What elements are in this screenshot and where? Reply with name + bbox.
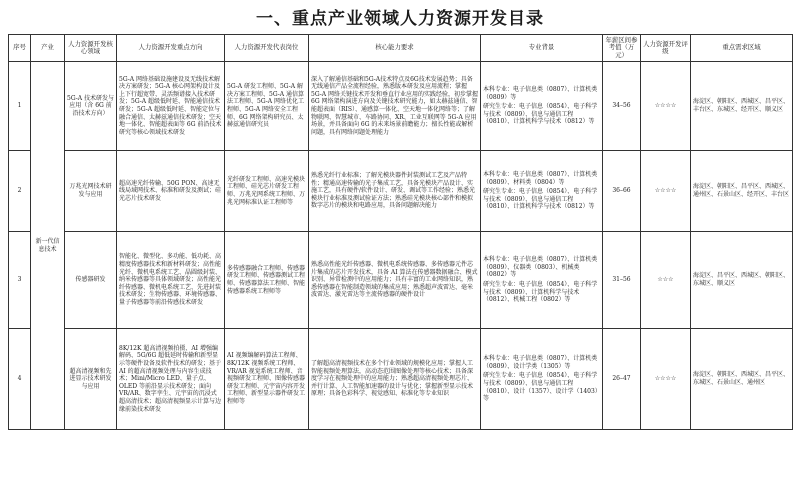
- direction-cell: 智能化、微型化、多功能、低功耗、高精度传感器技术和新材料研发；高性能光纤、微机电系统工艺、晶圆级封装、纳米传感器等具体领域研发；高性能光纤传感器、微机电系统工艺、先进封装技术研发；生物传感器、环境传感器、量子传感器等前沿传感技术研发: [117, 232, 225, 329]
- positions-cell: AI 视频编解码算法工程师、8K/12K 视频系统工程师、VR/AR 视觉系统工程师、音视频研发工程师、图像传感器研发工程师、元宇宙内容开发工程师、新型显示器件研发工程师等: [225, 329, 309, 430]
- header-level: 人力资源开发评级: [641, 35, 691, 62]
- major-cell: [481, 329, 603, 430]
- core-field-cell: 传感器研发: [65, 232, 117, 329]
- major-undergrad: 本科专业：电子信息类（0807）、计算机类（0809）等: [483, 86, 598, 101]
- direction-cell: 超高速光纤传输、50G PON、高速无线局域网技术、标准和研发及测试；硅光芯片技术研发: [117, 151, 225, 232]
- header-ability: 核心能力要求: [309, 35, 481, 62]
- region-cell: 海淀区、朝阳区、昌平区、西城区、通州区、石景山区、经开区、丰台区: [691, 151, 793, 232]
- positions-cell: 光纤研发工程师、高速光模块工程师、硅光芯片研发工程师、万兆光网系统工程师、万兆光网标准认证工程师等: [225, 151, 309, 232]
- row-no: 4: [9, 329, 31, 430]
- major-graduate: 研究生专业：电子信息（0854）、电子科学与技术（0809）、信息与通信工程（0810）、计算机科学与技术（0812）等: [483, 188, 598, 211]
- salary-cell: 26–47: [603, 329, 641, 430]
- level-cell: ☆☆☆☆: [641, 151, 691, 232]
- major-cell: [481, 232, 603, 329]
- header-salary: 年薪区间参考值（万元）: [603, 35, 641, 62]
- level-cell: ☆☆☆: [641, 232, 691, 329]
- region-cell: 海淀区、朝阳区、西城区、昌平区、东城区、石景山区、通州区: [691, 329, 793, 430]
- major-cell: [481, 62, 603, 151]
- ability-cell: 了解超高清视频技术在多个行业领域的规模化应用；掌握人工智能视频处理算法，高动态范围图像处理等核心技术；具备深度学习在视频处理中的应用能力；熟悉超高清视频处理芯片、并行计算、人工智能加速器的设计与优化；掌握新型显示技术原理；具备色彩科学、视觉感知、标准化等专业知识: [309, 329, 481, 430]
- major-undergrad: 本科专业：电子信息类（0807）、计算机类（0809）、设计学类（1305）等: [483, 355, 598, 370]
- resource-table: [8, 34, 793, 430]
- table-row: [9, 62, 793, 151]
- header-positions: 人力资源开发代表岗位: [225, 35, 309, 62]
- table-row: [9, 151, 793, 232]
- industry-cell: 新一代信息技术: [31, 62, 65, 430]
- header-core-field: 人力资源开发核心领域: [65, 35, 117, 62]
- header-major: 专业背景: [481, 35, 603, 62]
- region-cell: 海淀区、昌平区、西城区、朝阳区、东城区、顺义区: [691, 232, 793, 329]
- header-no: 序号: [9, 35, 31, 62]
- major-graduate: 研究生专业：电子信息（0854）、电子科学与技术（0809）、信息与通信工程（0810）、计算机科学与技术（0812）等: [483, 103, 598, 126]
- core-field-cell: 万兆光网技术研发与应用: [65, 151, 117, 232]
- major-undergrad: 本科专业：电子信息类（0807）、计算机类（0809）、材料类（0804）等: [483, 171, 598, 186]
- salary-cell: 31–56: [603, 232, 641, 329]
- major-cell: [481, 151, 603, 232]
- salary-cell: 36–66: [603, 151, 641, 232]
- header-industry: 产业: [31, 35, 65, 62]
- region-cell: 海淀区、朝阳区、西城区、昌平区、丰台区、东城区、经开区、顺义区: [691, 62, 793, 151]
- header-direction: 人力资源开发重点方向: [117, 35, 225, 62]
- table-row: [9, 329, 793, 430]
- core-field-cell: 超高清视频和先进显示技术研发与应用: [65, 329, 117, 430]
- ability-cell: 熟悉高性能光纤传感器、微机电系统传感器、多传感器元件芯片集成的芯片开发技术，具备 AI 算法在传感器数据融合、模式识别、异常检测中的应用能力；具有丰富的工业网络知识，熟悉传感器在智能制造领域的集成应用；熟悉超声波雷达、毫米波雷达、激光雷达等主流传感器的硬件设计: [309, 232, 481, 329]
- core-field-cell: 5G-A 技术研发与应用（含 6G 前沿技术方向）: [65, 62, 117, 151]
- page-title: 一、重点产业领域人力资源开发目录: [256, 9, 544, 29]
- row-no: 2: [9, 151, 31, 232]
- level-cell: ☆☆☆☆: [641, 329, 691, 430]
- ability-cell: 熟悉光纤行业标准；了解光模块器件封装测试工艺及产品特性；精通高速传输的光子集成工艺，具备光模块产品设计、实施工艺，具有硬件/软件设计、研发、调试等工作经验；熟悉光模块行业标准及测试验证方法；熟悉硅光模块核心部件和模拟数字芯片的模块和电路应用，具备问题解决能力: [309, 151, 481, 232]
- major-graduate: 研究生专业：电子信息（0854）、电子科学与技术（0809）、信息与通信工程（0810）、设计（1357）、设计学（1403）等: [483, 372, 598, 403]
- major-undergrad: 本科专业：电子信息类（0807）、计算机类（0809）、仪器类（0803）、机械类（0802）等: [483, 256, 598, 279]
- direction-cell: 8K/12K 超高清视频拍摄、AI 增强编解码、5G/6G 超低延时传输和新型显示等硬件设备及软件技术的研发；基于 AI 的超高清视频处理与内容生成技术；Mini/Micro LED、量子点、OLED 等前沿显示技术研发；面向 VR/AR、数字孪生、元宇宙的沉浸式超高清技术；超高清视频显示计算与边缘前染技术研发: [117, 329, 225, 430]
- row-no: 1: [9, 62, 31, 151]
- ability-cell: 深入了解通信基础和5G-A技术特点及6G技术发展趋势；具备无线通信产品全流程经验，熟悉版本研发及应用流程；掌握 5G-A 网络关键技术开发和垂直行业应用的实践经验，初步掌握 6G 网络架构演进方向及关键技术研究能力，如太赫兹通信、智能超表面（RIS）、通感算一体化、空天地一体化网络等；了解物联网、智慧城市、车路协同、XR、工业互联网等 5G-A 应用场景，并具备面向 6G 的未来场景前瞻能力；擅长性能或解析问题，具有网络问题处理能力: [309, 62, 481, 151]
- major-graduate: 研究生专业：电子信息（0854）、电子科学与技术（0809）、计算机科学与技术（0812）、机械工程（0802）等: [483, 281, 598, 304]
- salary-cell: 34–56: [603, 62, 641, 151]
- direction-cell: 5G-A 网络基础设施建设及无线技术解决方案研发；5G-A 核心网架构设计及上下行超宽带、灵活频谱接入技术研发；5G-A 超级低时延、智能通信技术研发；5G-A 超级低时延、智能定位与融合通信、太赫兹通信技术研发；空天地一体化、智能超表面等 6G 前沿技术研究等核心领域技术研发: [117, 62, 225, 151]
- table-row: [9, 232, 793, 329]
- positions-cell: 多传感器融合工程师、传感器研发工程师、传感器测试工程师、传感器算法工程师、智能传感器系统工程师等: [225, 232, 309, 329]
- row-no: 3: [9, 232, 31, 329]
- header-region: 重点需求区域: [691, 35, 793, 62]
- positions-cell: 5G-A 研发工程师、5G-A 解决方案工程师、5G-A 通信算法工程师、5G-A 网络优化工程师、5G-A 网络安全工程师、6G 网络架构研究员、太赫兹通信研究员: [225, 62, 309, 151]
- header-row: [9, 35, 793, 62]
- level-cell: ☆☆☆☆: [641, 62, 691, 151]
